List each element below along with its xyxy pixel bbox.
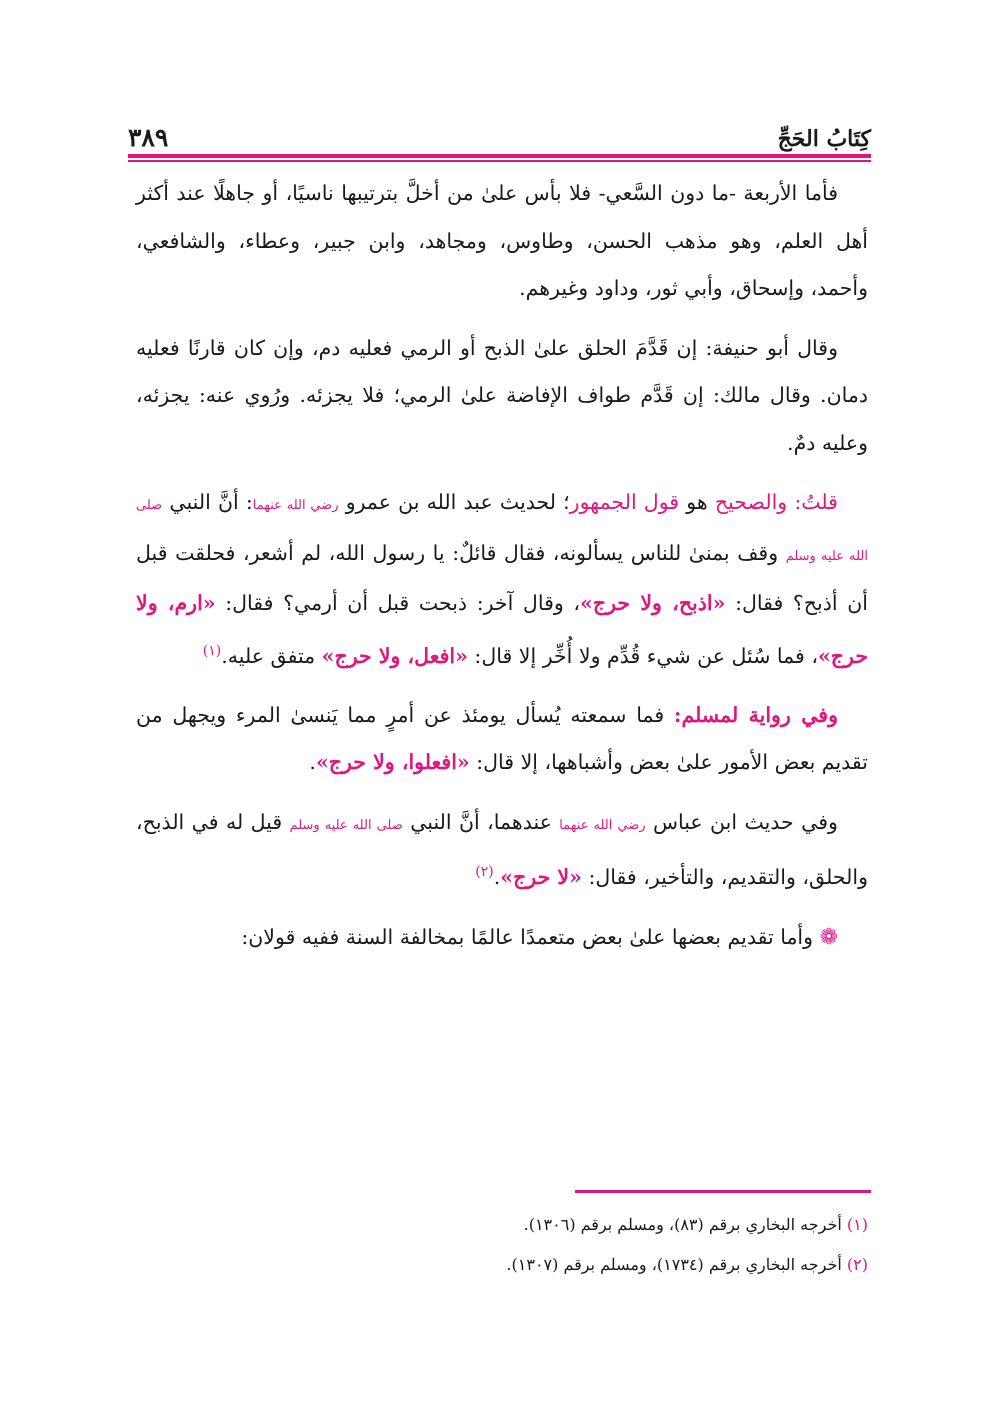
flower-bullet-icon: ❁ (819, 924, 838, 950)
footnotes (136, 1210, 868, 1290)
text-segment: : أنَّ النبي (169, 490, 253, 514)
qawl-label: قول الجمهور (569, 490, 680, 514)
text-segment: قيل له في الذبح، والحلق، والتقديم، والتأخير، فقال: (136, 809, 868, 890)
paragraph-6 (136, 914, 868, 962)
text-segment: ؛ لحديث عبد الله بن عمرو (345, 490, 570, 514)
text-segment: . (493, 865, 501, 890)
text-segment: وأما تقديم بعضها علىٰ بعض متعمدًا عالمًا بمخالفة السنة ففيه قولان: (241, 924, 814, 949)
chapter-title: كِتَابُ الحَجِّ (777, 126, 871, 152)
main-text (136, 170, 868, 973)
footnote-number: (٢) (846, 1255, 868, 1274)
footnote-separator (575, 1190, 871, 1193)
page-number: ٣٨٩ (128, 123, 169, 152)
paragraph-2: وقال أبو حنيفة: إن قَدَّمَ الحلق علىٰ الذبح أو الرمي فعليه دم، وإن كان قارنًا فعليه دمان. وقال مالك: إن قَدَّم طواف الإفاضة علىٰ الرمي؛ فلا يجزئه. ورُوي عنه: يجزئه، وعليه دمٌ. (136, 335, 868, 455)
header-rule-thin (128, 160, 871, 162)
footnote-ref-1[interactable]: (١) (202, 642, 222, 659)
footnote-text: أخرجه البخاري برقم (١٧٣٤)، ومسلم برقم (١٣٠٧). (506, 1255, 842, 1274)
footnote-number: (١) (846, 1215, 868, 1234)
hadith-quote-5: «لا حرج» (500, 865, 582, 890)
text-segment: ، وقال آخر: ذبحت قبل أن أرمي؟ فقال: (225, 591, 581, 615)
radi-honorific: رضي الله عنهما (559, 817, 646, 833)
qultu-label: قلتُ: (794, 490, 838, 514)
text-segment: وفي حديث ابن عباس (652, 809, 838, 834)
text-segment: . (309, 750, 316, 775)
text-segment: ، فما سُئل عن شيء قُدِّم ولا أُخِّر إلا قال: (474, 643, 818, 668)
text-segment: عندهما، أنَّ النبي (410, 809, 552, 834)
salla-honorific: صلى الله عليه وسلم (289, 817, 403, 833)
paragraph-4 (136, 692, 868, 787)
salla-honorific: صلى الله عليه وسلم (136, 498, 868, 564)
text-segment: وقف بمنىٰ للناس يسألونه، فقال قائلٌ: يا رسول الله، لم أشعر، فحلقت قبل أن أذبح؟ فقال: (136, 540, 868, 615)
footnote-2 (136, 1250, 868, 1280)
riwaya-label: وفي رواية لمسلم: (673, 702, 838, 727)
footnote-text: أخرجه البخاري برقم (٨٣)، ومسلم برقم (١٣٠٦). (523, 1215, 842, 1234)
sahih-label: والصحيح (714, 490, 788, 514)
hadith-quote-4: «افعلوا، ولا حرج» (315, 750, 470, 775)
footnote-ref-2[interactable]: (٢) (475, 864, 494, 881)
footnote-1 (136, 1210, 868, 1240)
text-segment: متفق عليه. (221, 643, 316, 668)
paragraph-1: فأما الأربعة -ما دون السَّعي- فلا بأس علىٰ من أخلَّ بترتيبها ناسيًا، أو جاهلًا عند أكثر أهل العلم، وهو مذهب الحسن، وطاوس، ومجاهد، وابن جبير، وعطاء، والشافعي، وأحمد، وإسحاق، وأبي ثور، وداود وغيرهم. (136, 181, 868, 300)
running-header (128, 104, 871, 152)
paragraph-3 (136, 479, 868, 680)
paragraph-5 (136, 799, 868, 902)
hadith-quote-1: «اذبح، ولا حرج» (580, 591, 726, 615)
header-rule-thick (128, 154, 871, 158)
text-segment: هو (686, 490, 708, 514)
radi-honorific: رضي الله عنهما (252, 498, 339, 513)
hadith-quote-2: «ارم، ولا حرج» (136, 591, 868, 668)
text-segment: فما سمعته يُسأل يومئذ عن أمرٍ مما يَنسىٰ المرء ويجهل من تقديم بعض الأمور علىٰ بعض وأشباهها، إلا قال: (136, 702, 868, 775)
hadith-quote-3: «افعل، ولا حرج» (321, 643, 468, 668)
